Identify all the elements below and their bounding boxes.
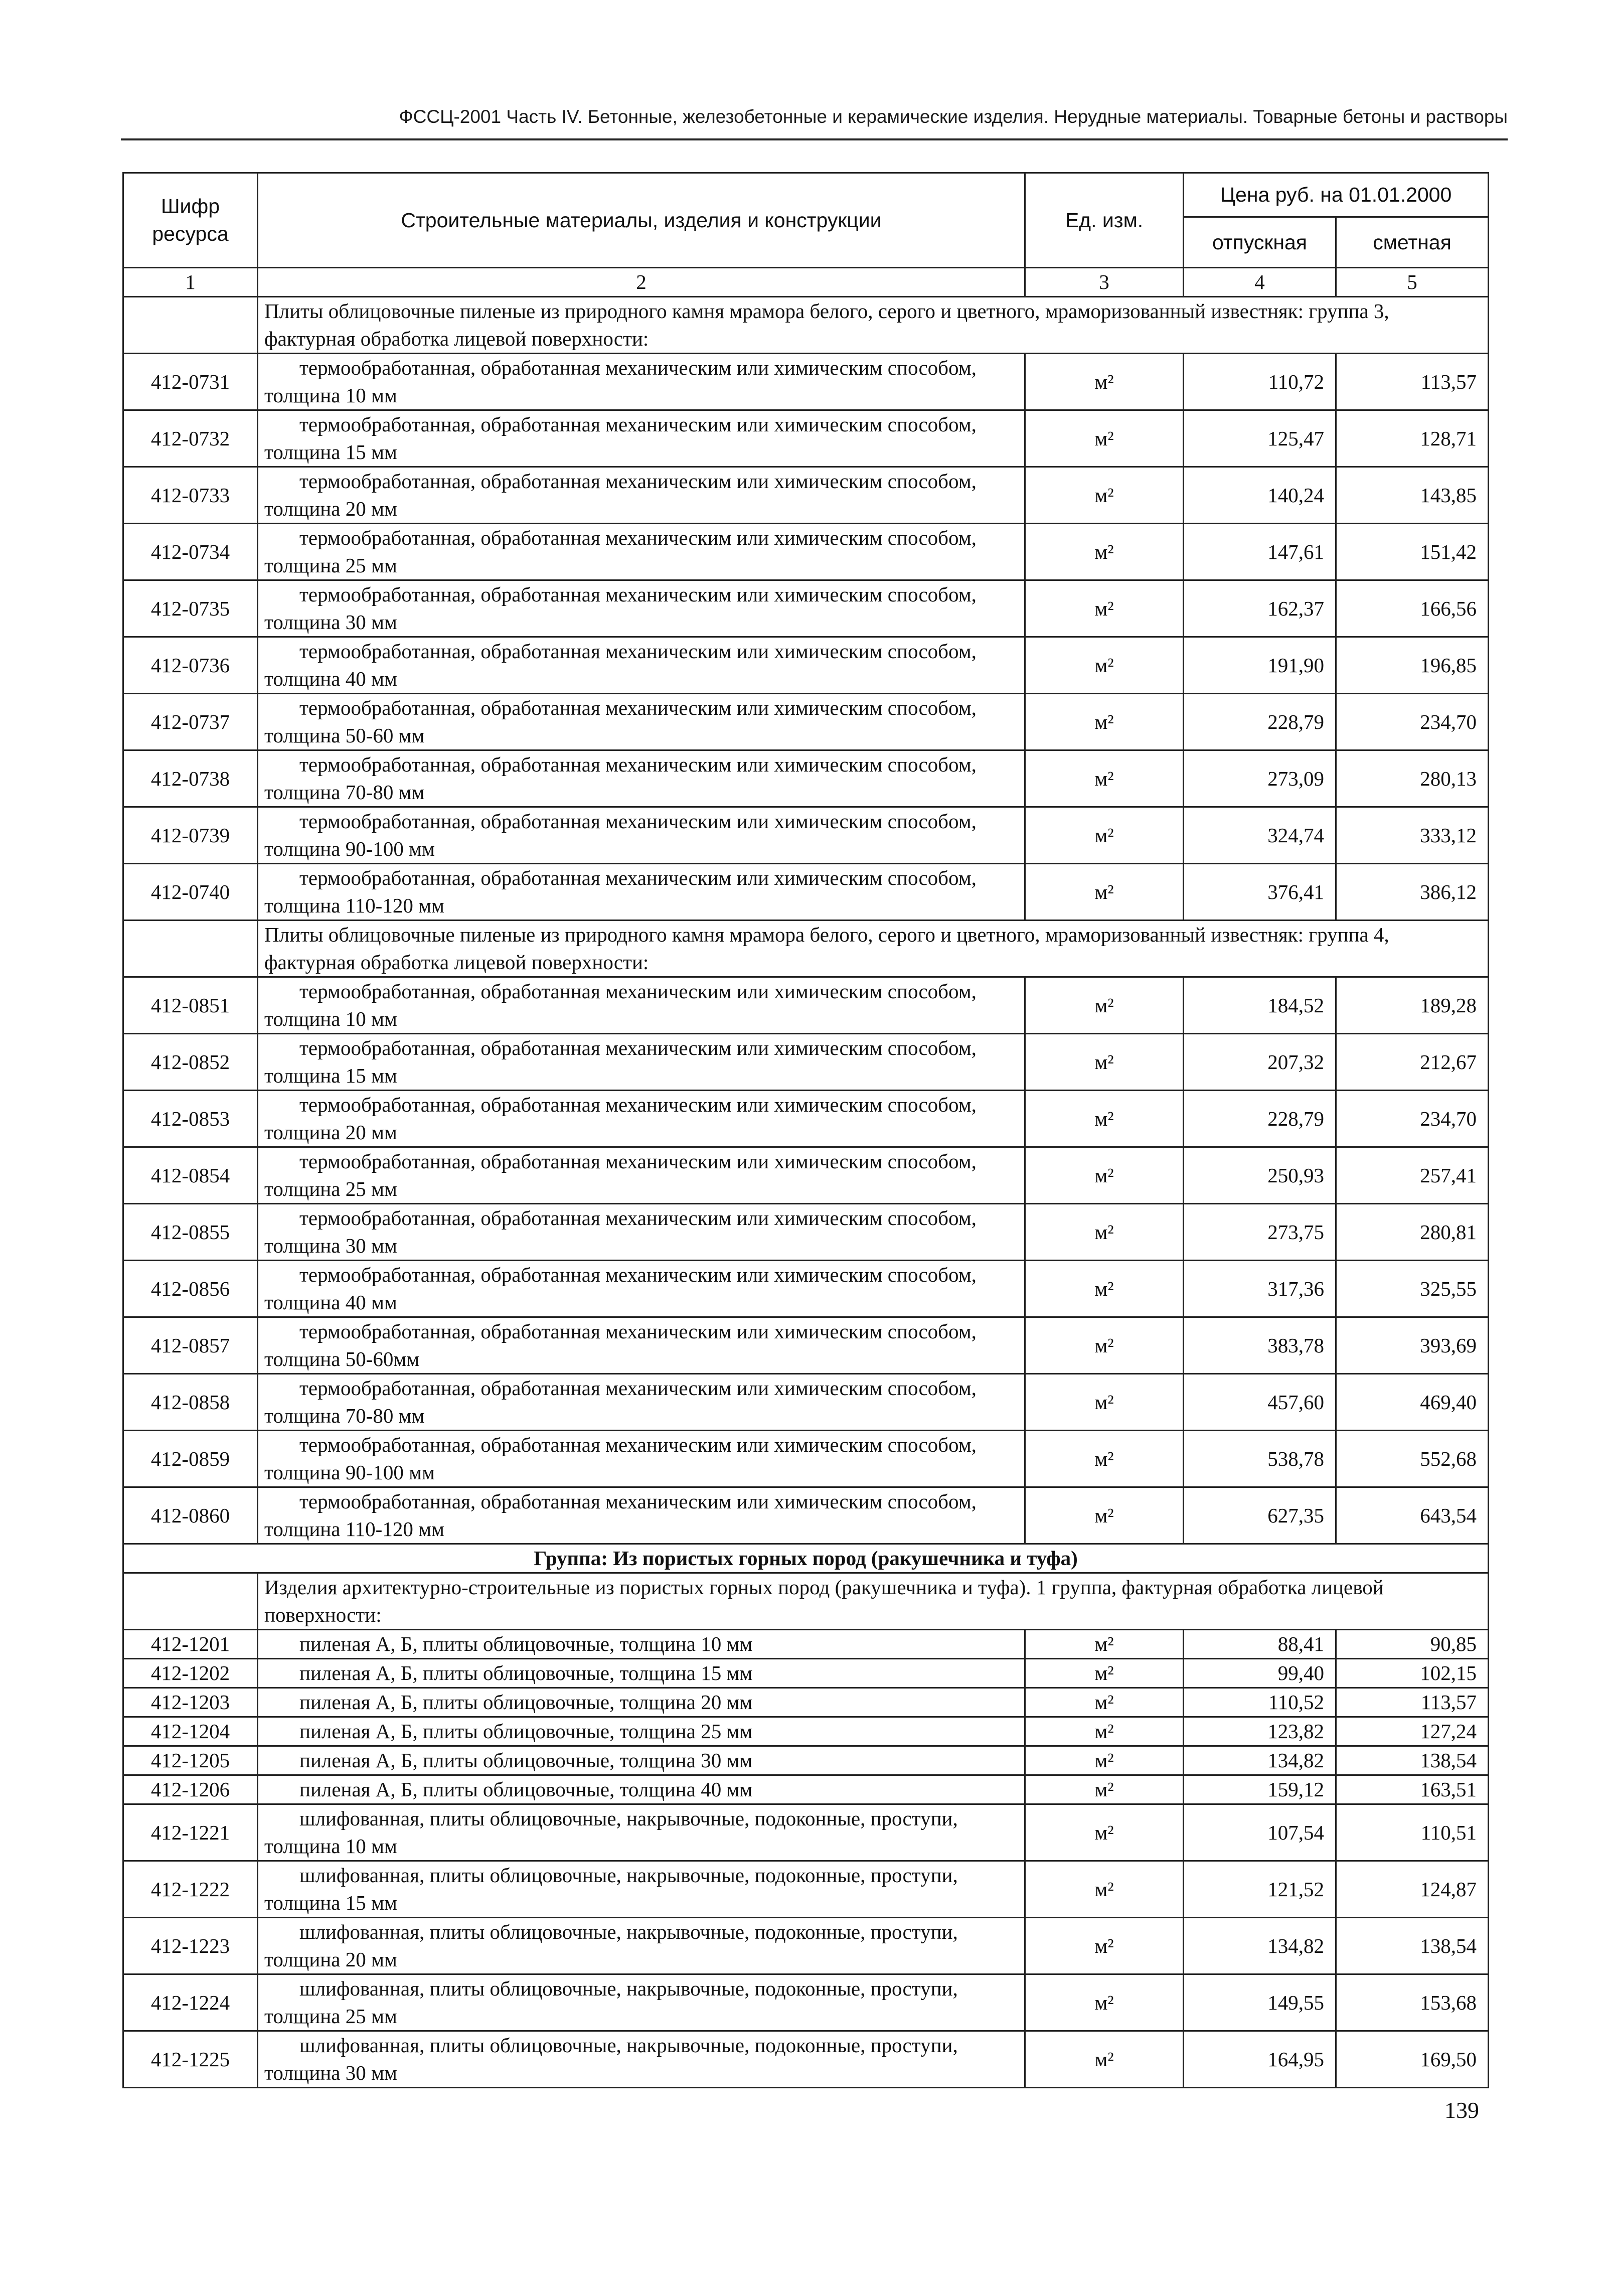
material-description <box>258 1974 1025 2031</box>
material-description <box>258 807 1025 864</box>
material-description <box>258 524 1025 580</box>
resource-code: 412-1223 <box>123 1918 258 1974</box>
material-description <box>258 2031 1025 2088</box>
header-unit: Ед. изм. <box>1025 173 1184 268</box>
unit: м² <box>1025 410 1184 467</box>
header-price: Цена руб. на 01.01.2000 <box>1184 173 1489 217</box>
release-price: 159,12 <box>1184 1775 1336 1804</box>
material-description <box>258 694 1025 750</box>
resource-code: 412-1224 <box>123 1974 258 2031</box>
unit: м² <box>1025 977 1184 1034</box>
estimate-price: 169,50 <box>1336 2031 1489 2088</box>
estimate-price: 196,85 <box>1336 637 1489 694</box>
release-price: 99,40 <box>1184 1659 1336 1688</box>
resource-code: 412-0858 <box>123 1374 258 1431</box>
col-num-5: 5 <box>1336 268 1489 297</box>
release-price: 123,82 <box>1184 1717 1336 1746</box>
material-description-text: пиленая А, Б, плиты облицовочные, толщина 25 мм <box>299 1720 753 1743</box>
material-description-text: шлифованная, плиты облицовочные, накрывочные, подоконные, проступи, толщина 20 мм <box>264 1920 958 1971</box>
estimate-price: 90,85 <box>1336 1630 1489 1659</box>
unit: м² <box>1025 1091 1184 1147</box>
material-description-text: термообработанная, обработанная механическим или химическим способом, толщина 90-100 мм <box>264 1433 977 1484</box>
estimate-price: 113,57 <box>1336 1688 1489 1717</box>
release-price: 134,82 <box>1184 1746 1336 1775</box>
table-row <box>123 467 1489 524</box>
page-header: ФССЦ-2001 Часть IV. Бетонные, железобетонные и керамические изделия. Нерудные материалы. Товарные бетоны и растворы <box>399 106 1508 127</box>
unit: м² <box>1025 1034 1184 1091</box>
unit: м² <box>1025 1431 1184 1487</box>
header-release: отпускная <box>1184 217 1336 268</box>
estimate-price: 163,51 <box>1336 1775 1489 1804</box>
resource-code: 412-0855 <box>123 1204 258 1261</box>
resource-code: 412-0735 <box>123 580 258 637</box>
table-row <box>123 637 1489 694</box>
unit: м² <box>1025 864 1184 921</box>
material-description <box>258 864 1025 921</box>
table-row <box>123 1630 1489 1659</box>
resource-code: 412-0737 <box>123 694 258 750</box>
release-price: 184,52 <box>1184 977 1336 1034</box>
material-description-text: шлифованная, плиты облицовочные, накрывочные, подоконные, проступи, толщина 25 мм <box>264 1977 958 2028</box>
material-description <box>258 354 1025 410</box>
estimate-price: 189,28 <box>1336 977 1489 1034</box>
material-description <box>258 1204 1025 1261</box>
section-title-code-cell <box>123 921 258 977</box>
release-price: 191,90 <box>1184 637 1336 694</box>
material-description-text: термообработанная, обработанная механическим или химическим способом, толщина 70-80 мм <box>264 753 977 804</box>
table-row <box>123 1261 1489 1317</box>
unit: м² <box>1025 1374 1184 1431</box>
release-price: 134,82 <box>1184 1918 1336 1974</box>
section-title: Изделия архитектурно-строительные из пористых горных пород (ракушечника и туфа). 1 группа, фактурная обработка лицевой поверхности: <box>258 1573 1489 1630</box>
table-row <box>123 1431 1489 1487</box>
material-description <box>258 1374 1025 1431</box>
release-price: 110,52 <box>1184 1688 1336 1717</box>
table-row <box>123 750 1489 807</box>
estimate-price: 469,40 <box>1336 1374 1489 1431</box>
unit: м² <box>1025 1717 1184 1746</box>
estimate-price: 151,42 <box>1336 524 1489 580</box>
release-price: 147,61 <box>1184 524 1336 580</box>
material-description-text: пиленая А, Б, плиты облицовочные, толщина 15 мм <box>299 1661 753 1685</box>
resource-code: 412-1203 <box>123 1688 258 1717</box>
estimate-price: 325,55 <box>1336 1261 1489 1317</box>
col-num-3: 3 <box>1025 268 1184 297</box>
estimate-price: 643,54 <box>1336 1487 1489 1544</box>
material-description-text: термообработанная, обработанная механическим или химическим способом, толщина 30 мм <box>264 583 977 634</box>
unit: м² <box>1025 1746 1184 1775</box>
resource-code: 412-1225 <box>123 2031 258 2088</box>
material-description-text: термообработанная, обработанная механическим или химическим способом, толщина 40 мм <box>264 640 977 690</box>
unit: м² <box>1025 1317 1184 1374</box>
resource-code: 412-0851 <box>123 977 258 1034</box>
table-row <box>123 524 1489 580</box>
resource-code: 412-1201 <box>123 1630 258 1659</box>
col-num-1: 1 <box>123 268 258 297</box>
estimate-price: 113,57 <box>1336 354 1489 410</box>
release-price: 164,95 <box>1184 2031 1336 2088</box>
material-description-text: пиленая А, Б, плиты облицовочные, толщина 30 мм <box>299 1749 753 1772</box>
resource-code: 412-0854 <box>123 1147 258 1204</box>
table-row <box>123 580 1489 637</box>
unit: м² <box>1025 637 1184 694</box>
material-description-text: пиленая А, Б, плиты облицовочные, толщина 20 мм <box>299 1691 753 1714</box>
material-description-text: термообработанная, обработанная механическим или химическим способом, толщина 110-120 мм <box>264 866 977 917</box>
section-title-row <box>123 297 1489 354</box>
unit: м² <box>1025 694 1184 750</box>
unit: м² <box>1025 2031 1184 2088</box>
material-description <box>258 1659 1025 1688</box>
material-description-text: шлифованная, плиты облицовочные, накрывочные, подоконные, проступи, толщина 15 мм <box>264 1864 958 1914</box>
material-description <box>258 580 1025 637</box>
release-price: 121,52 <box>1184 1861 1336 1918</box>
material-description <box>258 1717 1025 1746</box>
material-description <box>258 467 1025 524</box>
table-row <box>123 1688 1489 1717</box>
price-table <box>122 172 1489 2088</box>
material-description-text: термообработанная, обработанная механическим или химическим способом, толщина 10 мм <box>264 356 977 407</box>
resource-code: 412-0736 <box>123 637 258 694</box>
resource-code: 412-1202 <box>123 1659 258 1688</box>
material-description <box>258 1630 1025 1659</box>
header-rule <box>121 138 1508 140</box>
material-description <box>258 1804 1025 1861</box>
unit: м² <box>1025 1261 1184 1317</box>
col-num-4: 4 <box>1184 268 1336 297</box>
material-description-text: термообработанная, обработанная механическим или химическим способом, толщина 50-60 мм <box>264 696 977 747</box>
estimate-price: 110,51 <box>1336 1804 1489 1861</box>
section-title: Плиты облицовочные пиленые из природного камня мрамора белого, серого и цветного, мраморизованный известняк: группа 4, фактурная обработка лицевой поверхности: <box>258 921 1489 977</box>
material-description-text: термообработанная, обработанная механическим или химическим способом, толщина 70-80 мм <box>264 1376 977 1427</box>
material-description <box>258 1034 1025 1091</box>
table-row <box>123 1974 1489 2031</box>
table-row <box>123 410 1489 467</box>
table-row <box>123 1147 1489 1204</box>
release-price: 250,93 <box>1184 1147 1336 1204</box>
material-description <box>258 637 1025 694</box>
material-description-text: термообработанная, обработанная механическим или химическим способом, толщина 20 мм <box>264 470 977 520</box>
unit: м² <box>1025 1659 1184 1688</box>
unit: м² <box>1025 1204 1184 1261</box>
unit: м² <box>1025 807 1184 864</box>
table-row <box>123 977 1489 1034</box>
unit: м² <box>1025 1775 1184 1804</box>
estimate-price: 393,69 <box>1336 1317 1489 1374</box>
table-row <box>123 1746 1489 1775</box>
material-description <box>258 1261 1025 1317</box>
material-description-text: термообработанная, обработанная механическим или химическим способом, толщина 10 мм <box>264 980 977 1030</box>
resource-code: 412-0732 <box>123 410 258 467</box>
material-description <box>258 1147 1025 1204</box>
release-price: 228,79 <box>1184 1091 1336 1147</box>
material-description-text: термообработанная, обработанная механическим или химическим способом, толщина 25 мм <box>264 526 977 577</box>
estimate-price: 127,24 <box>1336 1717 1489 1746</box>
material-description-text: термообработанная, обработанная механическим или химическим способом, толщина 110-120 мм <box>264 1490 977 1541</box>
unit: м² <box>1025 1487 1184 1544</box>
table-row <box>123 1204 1489 1261</box>
unit: м² <box>1025 1974 1184 2031</box>
estimate-price: 280,13 <box>1336 750 1489 807</box>
resource-code: 412-0733 <box>123 467 258 524</box>
release-price: 228,79 <box>1184 694 1336 750</box>
material-description-text: термообработанная, обработанная механическим или химическим способом, толщина 15 мм <box>264 413 977 464</box>
unit: м² <box>1025 1688 1184 1717</box>
material-description-text: пиленая А, Б, плиты облицовочные, толщина 40 мм <box>299 1778 753 1801</box>
release-price: 538,78 <box>1184 1431 1336 1487</box>
material-description-text: термообработанная, обработанная механическим или химическим способом, толщина 20 мм <box>264 1093 977 1144</box>
unit: м² <box>1025 1861 1184 1918</box>
material-description-text: термообработанная, обработанная механическим или химическим способом, толщина 50-60мм <box>264 1320 977 1370</box>
table-row <box>123 1034 1489 1091</box>
section-title-row <box>123 1573 1489 1630</box>
material-description-text: термообработанная, обработанная механическим или химическим способом, толщина 15 мм <box>264 1036 977 1087</box>
table-row <box>123 1918 1489 1974</box>
table-row <box>123 694 1489 750</box>
unit: м² <box>1025 1147 1184 1204</box>
header-estimate: сметная <box>1336 217 1489 268</box>
material-description <box>258 1431 1025 1487</box>
material-description <box>258 1688 1025 1717</box>
resource-code: 412-0852 <box>123 1034 258 1091</box>
estimate-price: 257,41 <box>1336 1147 1489 1204</box>
material-description-text: термообработанная, обработанная механическим или химическим способом, толщина 25 мм <box>264 1150 977 1200</box>
estimate-price: 153,68 <box>1336 1974 1489 2031</box>
table-row <box>123 1804 1489 1861</box>
material-description-text: пиленая А, Б, плиты облицовочные, толщина 10 мм <box>299 1632 753 1655</box>
material-description <box>258 750 1025 807</box>
material-description <box>258 1091 1025 1147</box>
estimate-price: 124,87 <box>1336 1861 1489 1918</box>
estimate-price: 128,71 <box>1336 410 1489 467</box>
table-row <box>123 1775 1489 1804</box>
section-title: Плиты облицовочные пиленые из природного камня мрамора белого, серого и цветного, мраморизованный известняк: группа 3, фактурная обработка лицевой поверхности: <box>258 297 1489 354</box>
table-row <box>123 1091 1489 1147</box>
resource-code: 412-0731 <box>123 354 258 410</box>
material-description-text: шлифованная, плиты облицовочные, накрывочные, подоконные, проступи, толщина 30 мм <box>264 2034 958 2084</box>
estimate-price: 333,12 <box>1336 807 1489 864</box>
resource-code: 412-1221 <box>123 1804 258 1861</box>
resource-code: 412-0860 <box>123 1487 258 1544</box>
table-row <box>123 1487 1489 1544</box>
column-number-row <box>123 268 1489 297</box>
estimate-price: 234,70 <box>1336 1091 1489 1147</box>
material-description <box>258 410 1025 467</box>
resource-code: 412-1206 <box>123 1775 258 1804</box>
header-materials: Строительные материалы, изделия и конструкции <box>258 173 1025 268</box>
material-description-text: термообработанная, обработанная механическим или химическим способом, толщина 90-100 мм <box>264 810 977 860</box>
estimate-price: 212,67 <box>1336 1034 1489 1091</box>
estimate-price: 552,68 <box>1336 1431 1489 1487</box>
release-price: 273,75 <box>1184 1204 1336 1261</box>
table-row <box>123 1861 1489 1918</box>
estimate-price: 143,85 <box>1336 467 1489 524</box>
resource-code: 412-0859 <box>123 1431 258 1487</box>
table-row <box>123 864 1489 921</box>
resource-code: 412-1205 <box>123 1746 258 1775</box>
material-description-text: термообработанная, обработанная механическим или химическим способом, толщина 30 мм <box>264 1206 977 1257</box>
release-price: 207,32 <box>1184 1034 1336 1091</box>
table-row <box>123 1374 1489 1431</box>
estimate-price: 234,70 <box>1336 694 1489 750</box>
resource-code: 412-0739 <box>123 807 258 864</box>
resource-code: 412-0738 <box>123 750 258 807</box>
page-number: 139 <box>1444 2097 1479 2123</box>
release-price: 383,78 <box>1184 1317 1336 1374</box>
group-title-row <box>123 1544 1489 1573</box>
unit: м² <box>1025 467 1184 524</box>
resource-code: 412-1222 <box>123 1861 258 1918</box>
release-price: 162,37 <box>1184 580 1336 637</box>
material-description-text: термообработанная, обработанная механическим или химическим способом, толщина 40 мм <box>264 1263 977 1314</box>
material-description <box>258 1746 1025 1775</box>
table-row <box>123 807 1489 864</box>
release-price: 125,47 <box>1184 410 1336 467</box>
release-price: 140,24 <box>1184 467 1336 524</box>
table-row <box>123 1317 1489 1374</box>
material-description <box>258 1775 1025 1804</box>
resource-code: 412-0856 <box>123 1261 258 1317</box>
col-num-2: 2 <box>258 268 1025 297</box>
resource-code: 412-0853 <box>123 1091 258 1147</box>
table-row <box>123 1659 1489 1688</box>
release-price: 627,35 <box>1184 1487 1336 1544</box>
unit: м² <box>1025 1918 1184 1974</box>
table-row <box>123 354 1489 410</box>
release-price: 149,55 <box>1184 1974 1336 2031</box>
resource-code: 412-1204 <box>123 1717 258 1746</box>
material-description <box>258 1861 1025 1918</box>
estimate-price: 280,81 <box>1336 1204 1489 1261</box>
release-price: 88,41 <box>1184 1630 1336 1659</box>
resource-code: 412-0734 <box>123 524 258 580</box>
group-title: Группа: Из пористых горных пород (ракушечника и туфа) <box>123 1544 1489 1573</box>
table-row <box>123 1717 1489 1746</box>
header-code: Шифр ресурса <box>123 173 258 268</box>
release-price: 317,36 <box>1184 1261 1336 1317</box>
release-price: 457,60 <box>1184 1374 1336 1431</box>
table-header-row <box>123 173 1489 217</box>
unit: м² <box>1025 750 1184 807</box>
unit: м² <box>1025 580 1184 637</box>
resource-code: 412-0857 <box>123 1317 258 1374</box>
estimate-price: 386,12 <box>1336 864 1489 921</box>
release-price: 324,74 <box>1184 807 1336 864</box>
material-description <box>258 1487 1025 1544</box>
section-title-code-cell <box>123 1573 258 1630</box>
release-price: 107,54 <box>1184 1804 1336 1861</box>
material-description <box>258 977 1025 1034</box>
unit: м² <box>1025 1630 1184 1659</box>
release-price: 273,09 <box>1184 750 1336 807</box>
estimate-price: 166,56 <box>1336 580 1489 637</box>
section-title-row <box>123 921 1489 977</box>
material-description <box>258 1918 1025 1974</box>
material-description <box>258 1317 1025 1374</box>
table-row <box>123 2031 1489 2088</box>
estimate-price: 138,54 <box>1336 1746 1489 1775</box>
section-title-code-cell <box>123 297 258 354</box>
release-price: 110,72 <box>1184 354 1336 410</box>
material-description-text: шлифованная, плиты облицовочные, накрывочные, подоконные, проступи, толщина 10 мм <box>264 1807 958 1858</box>
unit: м² <box>1025 354 1184 410</box>
unit: м² <box>1025 1804 1184 1861</box>
release-price: 376,41 <box>1184 864 1336 921</box>
estimate-price: 102,15 <box>1336 1659 1489 1688</box>
resource-code: 412-0740 <box>123 864 258 921</box>
unit: м² <box>1025 524 1184 580</box>
estimate-price: 138,54 <box>1336 1918 1489 1974</box>
